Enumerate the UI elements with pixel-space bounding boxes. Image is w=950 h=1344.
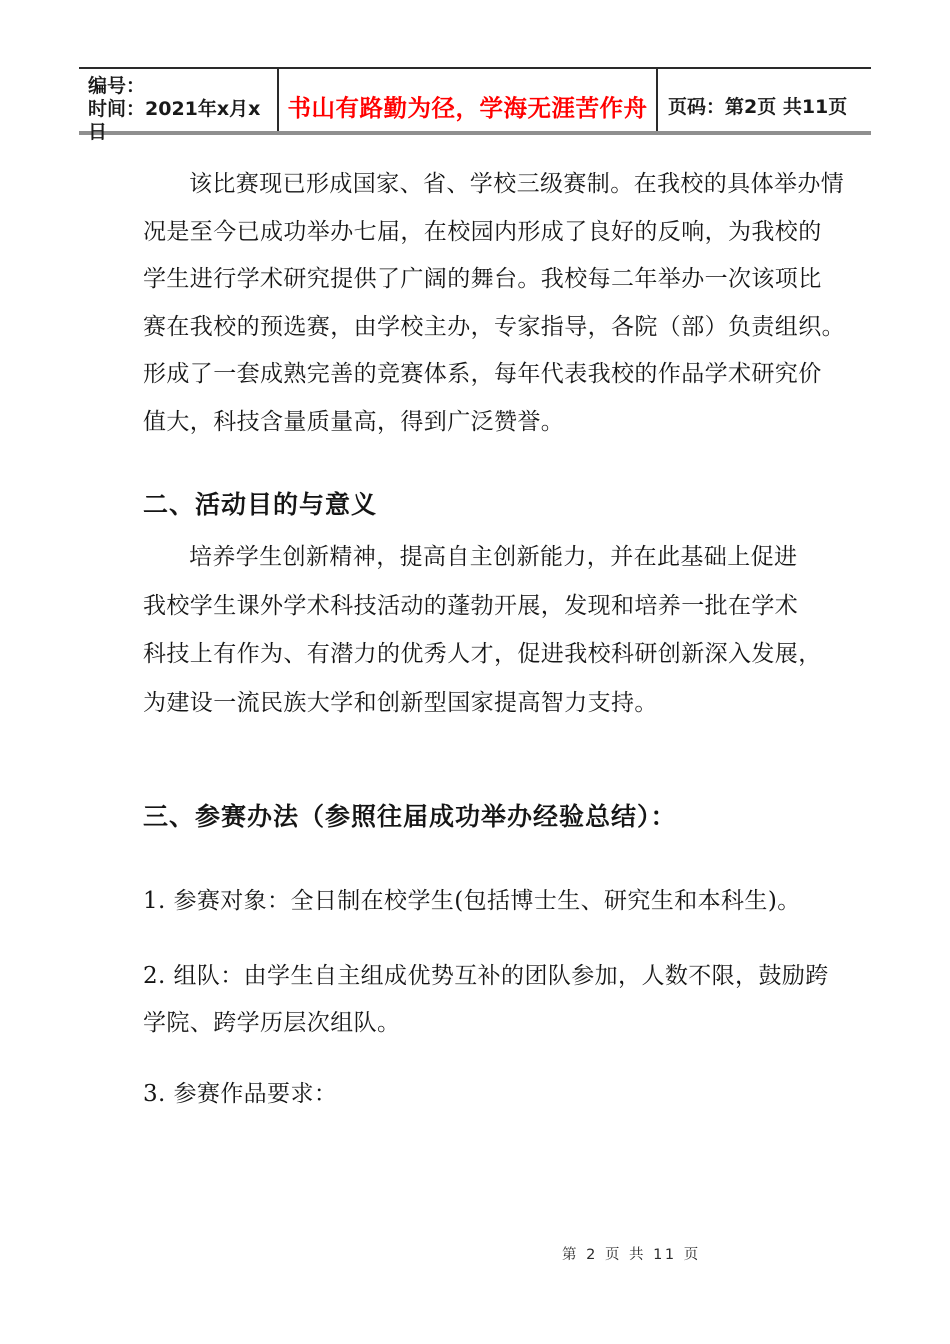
paragraph-line: 学生进行学术研究提供了广阔的舞台。我校每二年举办一次该项比 (143, 266, 822, 292)
paragraph-2 (143, 533, 853, 727)
paragraph-line: 培养学生创新精神，提高自主创新能力，并在此基础上促进 (189, 544, 798, 570)
list-item-1: 1. 参赛对象：全日制在校学生(包括博士生、研究生和本科生)。 (143, 888, 801, 915)
paragraph-line: 该比赛现已形成国家、省、学校三级赛制。在我校的具体举办情 (189, 171, 845, 197)
list-item-3: 3. 参赛作品要求： (143, 1081, 338, 1108)
header-info-cell (79, 69, 277, 143)
list-item-line: 学院、跨学历层次组队。 (143, 1010, 401, 1037)
paragraph-line: 我校学生课外学术科技活动的蓬勃开展，发现和培养一批在学术 (143, 592, 799, 619)
header-date-label: 时间：2021年x月x日 (88, 98, 261, 143)
paragraph-line: 赛在我校的预选赛，由学校主办，专家指导，各院（部）负责组织。 (143, 313, 845, 340)
paragraph-line: 况是至今已成功举办七届，在校园内形成了良好的反响，为我校的 (143, 218, 822, 245)
document-body (143, 161, 853, 1118)
header-number-label: 编号： (88, 75, 146, 97)
header-motto-cell (277, 69, 656, 131)
header-table (79, 67, 871, 143)
list-item-2 (143, 953, 853, 1047)
header-page-info: 页码：第2页 共11页 (668, 95, 848, 118)
paragraph-line: 形成了一套成熟完善的竞赛体系，每年代表我校的作品学术研究价 (143, 361, 822, 387)
section-heading-3: 三、参赛办法（参照往届成功举办经验总结）： (143, 802, 677, 832)
header-motto-text: 书山有路勤为径，学海无涯苦作舟 (287, 94, 648, 122)
paragraph-line: 为建设一流民族大学和创新型国家提高智力支持。 (143, 689, 658, 716)
paragraph-1 (143, 161, 853, 446)
list-item-line: 2. 组队：由学生自主组成优势互补的团队参加，人数不限，鼓励跨 (143, 963, 829, 990)
section-heading-2: 二、活动目的与意义 (143, 490, 378, 519)
paragraph-line: 科技上有作为、有潜力的优秀人才，促进我校科研创新深入发展， (143, 641, 822, 668)
footer-page-indicator: 第 2 页 共 11 页 (562, 1247, 701, 1263)
paragraph-line: 值大，科技含量质量高，得到广泛赞誉。 (143, 408, 565, 435)
header-page-cell (656, 69, 871, 131)
